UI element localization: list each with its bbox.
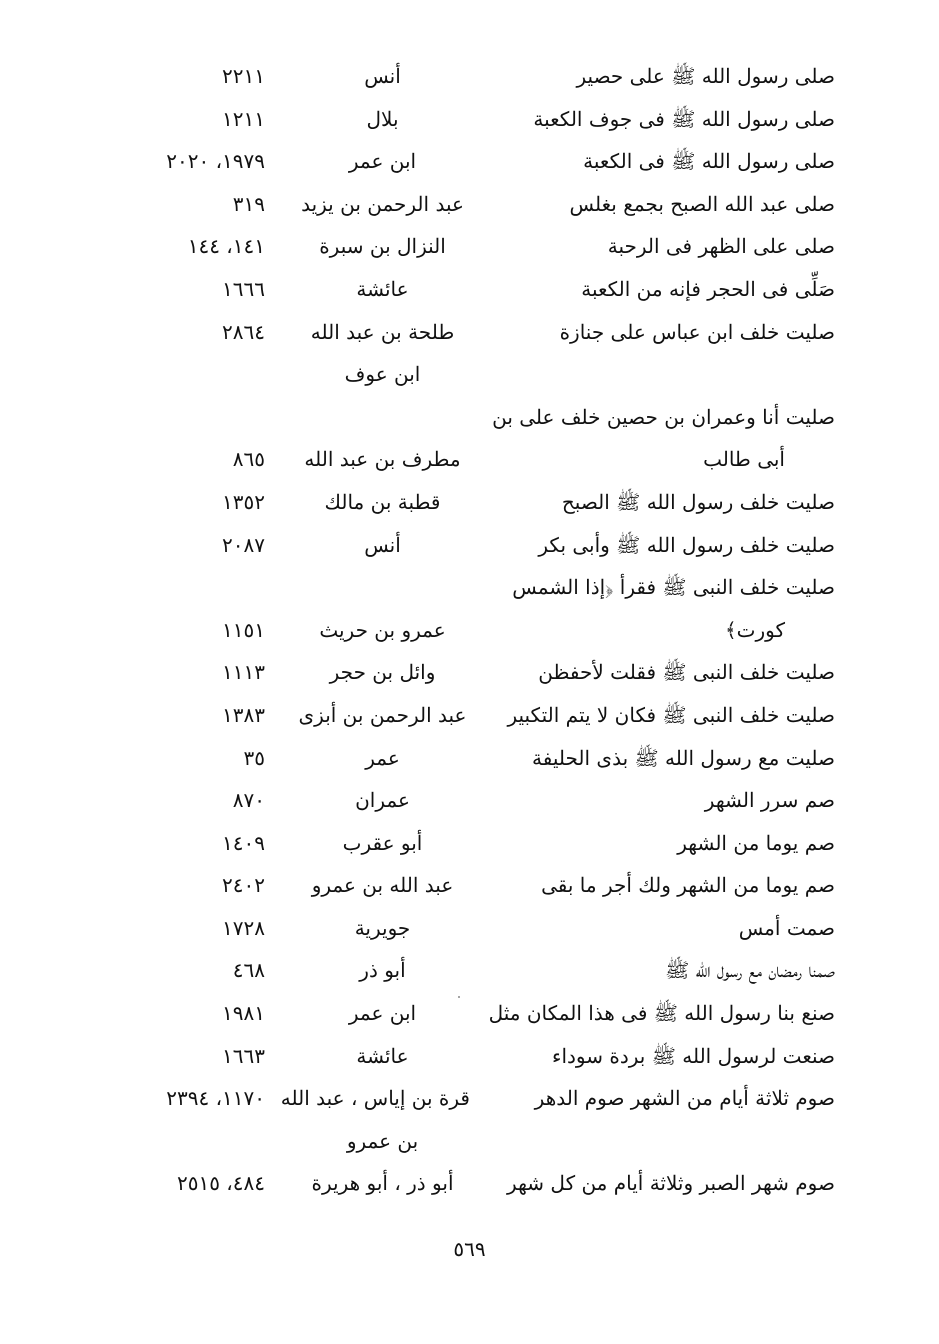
hadith-opening-text: صم يوما من الشهر ولك أجر ما بقى <box>541 873 835 898</box>
hadith-opening-text: صوم شهر الصبر وثلاثة أيام من كل شهر <box>507 1171 835 1196</box>
hadith-number: ٢٤٠٢ <box>222 873 265 898</box>
hadith-number: ١١٧٠، ٢٣٩٤ <box>166 1086 265 1111</box>
index-row <box>100 779 845 822</box>
index-row <box>100 1035 845 1078</box>
narrator-name: عبد الرحمن بن أبزى <box>298 702 467 727</box>
hadith-number: ٨٧٠ <box>232 788 265 813</box>
hadith-opening-text: صلى رسول الله ﷺ فى الكعبة <box>583 149 835 174</box>
hadith-opening-text: صَلِّى فى الحجر فإنه من الكعبة <box>581 276 835 301</box>
narrator-name: عبد الرحمن بن يزيد <box>301 191 464 216</box>
narrator-name: عمرو بن حريث <box>319 617 446 642</box>
index-row <box>100 651 845 694</box>
narrator-name: ابن عوف <box>344 362 421 387</box>
hadith-opening-text: صليت أنا وعمران بن حصين خلف على بن <box>492 404 835 429</box>
hadith-opening-text: صليت خلف ابن عباس على جنازة <box>559 319 835 344</box>
hadith-opening-text: صم يوما من الشهر <box>677 830 835 855</box>
narrator-name: أبو عقرب <box>342 830 423 855</box>
hadith-opening-text: صمت أمس <box>738 915 835 940</box>
hadith-number: ١٤٠٩ <box>222 830 265 855</box>
index-row <box>100 1077 845 1120</box>
hadith-number: ١٩٧٩، ٢٠٢٠ <box>166 149 265 174</box>
hadith-number: ١٣٥٢ <box>222 489 265 514</box>
index-row <box>100 864 845 907</box>
hadith-opening-text: صنعت لرسول الله ﷺ بردة سوداء <box>552 1043 835 1068</box>
hadith-opening-text: كورت﴾ <box>724 617 785 642</box>
narrator-name: عائشة <box>356 1043 409 1068</box>
index-row <box>100 438 845 481</box>
index-row <box>100 225 845 268</box>
narrator-name: عمران <box>355 788 410 813</box>
index-row <box>100 268 845 311</box>
hadith-number: ٤٦٨ <box>232 958 265 983</box>
hadith-number: ١١٥١ <box>222 617 265 642</box>
hadith-number: ٢٠٨٧ <box>222 532 265 557</box>
index-row <box>100 822 845 865</box>
narrator-name: ابن عمر <box>348 1001 417 1026</box>
index-row <box>100 311 845 354</box>
index-row <box>100 396 845 439</box>
index-row <box>100 737 845 780</box>
index-row <box>100 353 845 396</box>
narrator-name: طلحة بن عبد الله <box>310 319 455 344</box>
narrator-name: عمر <box>365 745 400 770</box>
index-row <box>100 566 845 609</box>
hadith-opening-text: صم سرر الشهر <box>704 788 835 813</box>
hadith-opening-text: صلى رسول الله ﷺ على حصير <box>576 64 835 88</box>
hadith-number: ١٦٦٦ <box>222 276 265 301</box>
index-row <box>100 55 845 98</box>
narrator-name: أنس <box>364 64 401 88</box>
narrator-name: بن عمرو <box>346 1128 419 1153</box>
narrator-name: عائشة <box>356 276 409 301</box>
hadith-number: ١٦٦٣ <box>222 1043 265 1068</box>
hadith-opening-text: صلى على الظهر فى الرحبة <box>607 234 835 259</box>
index-row <box>100 98 845 141</box>
hadith-number: ٨٦٥ <box>232 447 265 472</box>
hadith-number: ٢٢١١ <box>222 64 265 88</box>
hadith-number: ١٩٨١ <box>222 1001 265 1026</box>
narrator-name: جويرية <box>354 915 411 940</box>
hadith-opening-text: صلى رسول الله ﷺ فى جوف الكعبة <box>533 106 835 131</box>
index-row <box>100 183 845 226</box>
hadith-opening-text: صليت خلف رسول الله ﷺ وأبى بكر <box>538 532 835 557</box>
index-row <box>100 609 845 652</box>
hadith-opening-text: أبى طالب <box>703 447 785 472</box>
hadith-opening-text: صليت خلف رسول الله ﷺ الصبح <box>561 489 835 514</box>
hadith-opening-text: صلى عبد الله الصبح بجمع بغلس <box>569 191 835 216</box>
narrator-name: ابن عمر <box>348 149 417 174</box>
narrator-name: قرة بن إياس ، عبد الله <box>280 1086 470 1111</box>
hadith-opening-text: صليت خلف النبى ﷺ فقلت لأحفظن <box>538 660 835 685</box>
index-row <box>100 1120 845 1163</box>
narrator-name: عبد الله بن عمرو <box>311 873 454 898</box>
index-row <box>100 992 845 1035</box>
index-row <box>100 524 845 567</box>
narrator-name: النزال بن سبرة <box>319 234 446 259</box>
hadith-opening-text: صنع بنا رسول الله ﷺ فى هذا المكان مثل <box>488 1001 835 1026</box>
index-row <box>100 694 845 737</box>
index-row <box>100 907 845 950</box>
hadith-number: ١٧٢٨ <box>222 915 265 940</box>
hadith-index-list <box>100 55 845 1205</box>
index-row <box>100 140 845 183</box>
hadith-number: ١٣٨٣ <box>222 702 265 727</box>
hadith-number: ٤٨٤، ٢٥١٥ <box>176 1171 265 1196</box>
narrator-name: أبو ذر ، أبو هريرة <box>311 1171 454 1196</box>
index-row <box>100 1162 845 1205</box>
scan-speck <box>458 996 460 998</box>
hadith-opening-text: صليت مع رسول الله ﷺ بذى الحليفة <box>532 745 835 770</box>
hadith-number: ٣١٩ <box>232 191 265 216</box>
hadith-number: ١١١٣ <box>222 660 265 685</box>
hadith-number: ١٢١١ <box>222 106 265 131</box>
narrator-name: بلال <box>366 106 399 131</box>
narrator-name: أنس <box>364 532 401 557</box>
hadith-number: ٢٨٦٤ <box>222 319 265 344</box>
hadith-opening-text: صليت خلف النبى ﷺ فقرأ ﴿إذا الشمس <box>512 575 835 600</box>
hadith-opening-text: صمنا رمضان مع رسول الله ﷺ <box>665 958 835 983</box>
hadith-opening-text: صليت خلف النبى ﷺ فكان لا يتم التكبير <box>507 702 835 727</box>
narrator-name: أبو ذر <box>359 958 406 983</box>
narrator-name: وائل بن حجر <box>329 660 436 685</box>
hadith-number: ٣٥ <box>243 745 265 770</box>
narrator-name: مطرف بن عبد الله <box>304 447 461 472</box>
hadith-opening-text: صوم ثلاثة أيام من الشهر صوم الدهر <box>534 1086 835 1111</box>
page-number: ٥٦٩ <box>453 1237 486 1261</box>
index-row <box>100 481 845 524</box>
hadith-number: ١٤١، ١٤٤ <box>187 234 265 259</box>
index-row <box>100 949 845 992</box>
narrator-name: قطبة بن مالك <box>324 489 441 514</box>
